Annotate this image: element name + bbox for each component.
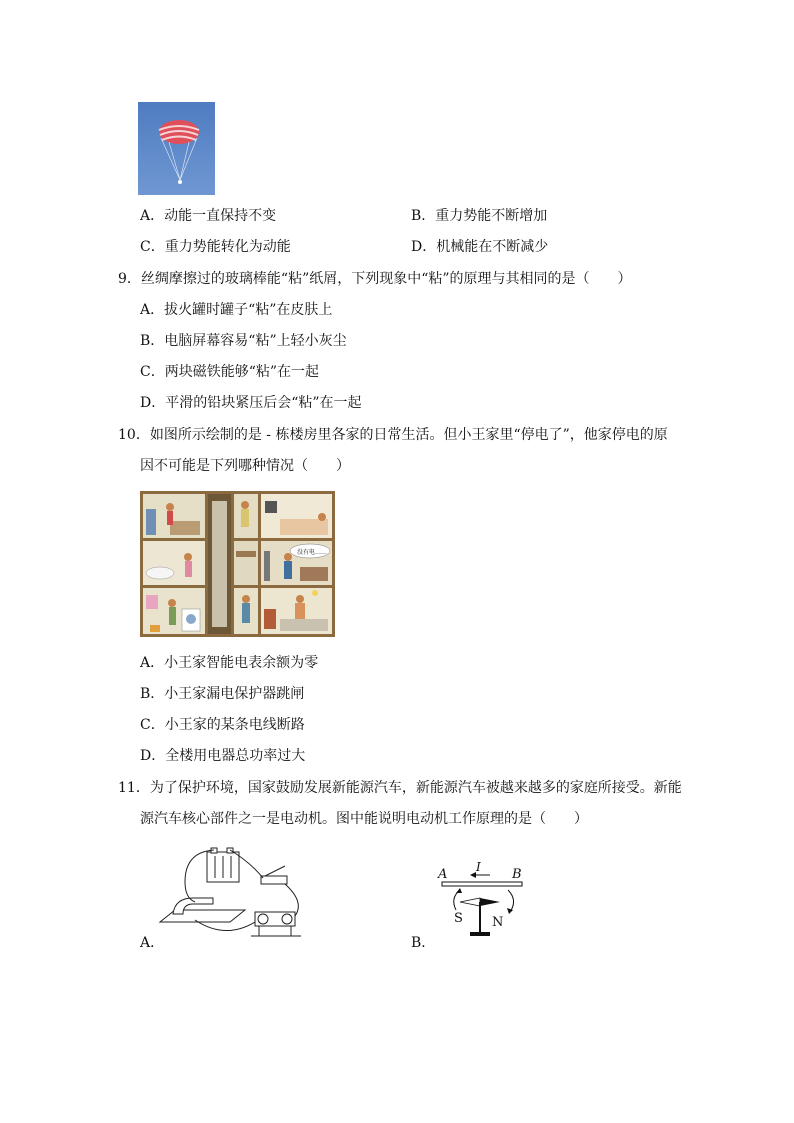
label-s: S [454, 911, 463, 926]
oersted-experiment-diagram [430, 858, 530, 948]
q9-option-a: A．拔火罐时罐子“粘”在皮肤上 [140, 302, 333, 318]
q11-stem-line1: 11．为了保护环境，国家鼓励发展新能源汽车，新能源汽车被越来越多的家庭所接受。新能 [118, 780, 682, 796]
q9-stem: 9．丝绸摩擦过的玻璃棒能“粘”纸屑，下列现象中“粘”的原理与其相同的是（ ） [118, 271, 632, 287]
parachute-image [138, 102, 215, 195]
q10-option-d: D．全楼用电器总功率过大 [140, 748, 306, 764]
q8-option-b: B．重力势能不断增加 [411, 208, 548, 224]
q8-option-c: C．重力势能转化为动能 [140, 239, 291, 255]
q11-figure-a [155, 842, 315, 942]
label-n: N [492, 915, 504, 930]
label-b: B [512, 867, 522, 882]
building-illustration [140, 491, 335, 637]
q10-stem-line1: 10．如图所示绘制的是 - 栋楼房里各家的日常生活。但小王家里“停电了”，他家停电的原 [118, 427, 668, 443]
q10-option-c: C．小王家的某条电线断路 [140, 717, 305, 733]
q11-option-b-label: B． [411, 935, 436, 951]
q10-option-a: A．小王家智能电表余额为零 [140, 655, 319, 671]
q11-stem-line2: 源汽车核心部件之一是电动机。图中能说明电动机工作原理的是（ ） [140, 811, 588, 827]
q8-option-d: D．机械能在不断减少 [411, 239, 549, 255]
q11-figure-b [430, 858, 530, 948]
label-current: I [476, 860, 481, 874]
q10-option-b: B．小王家漏电保护器跳闸 [140, 686, 305, 702]
building-image [140, 491, 335, 637]
q9-option-b: B．电脑屏幕容易“粘”上轻小灰尘 [140, 333, 347, 349]
parachute-illustration [138, 102, 215, 195]
speech-bubble-text: 没有电…… [297, 549, 328, 556]
q9-option-d: D．平滑的铅块紧压后会“粘”在一起 [140, 395, 362, 411]
q9-option-c: C．两块磁铁能够“粘”在一起 [140, 364, 320, 380]
q11-option-a-label: A． [140, 935, 165, 951]
label-a: A [438, 867, 448, 882]
motor-apparatus-diagram [155, 842, 315, 942]
q8-option-a: A．动能一直保持不变 [140, 208, 277, 224]
q10-stem-line2: 因不可能是下列哪种情况（ ） [140, 458, 350, 474]
